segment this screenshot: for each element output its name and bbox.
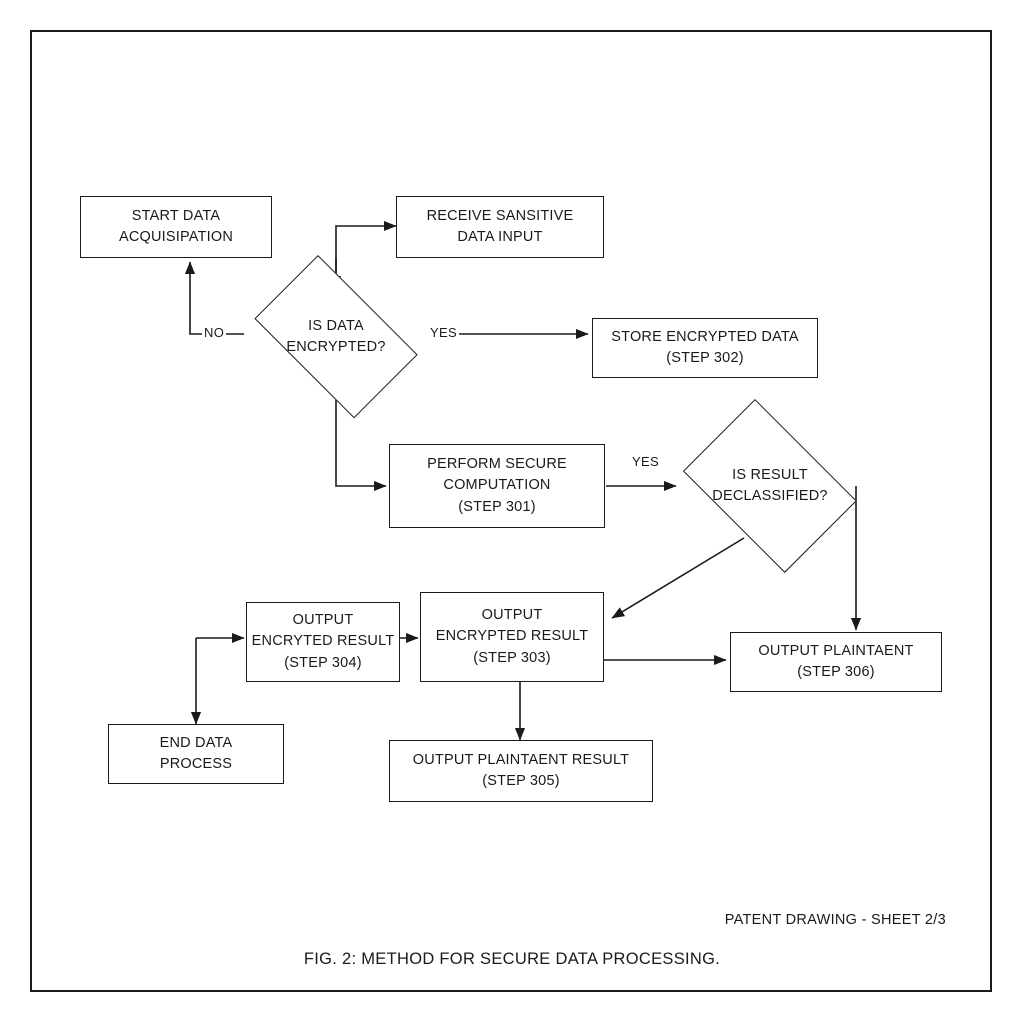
node-output-plaintext-result-305[interactable] xyxy=(389,740,653,802)
decision-is-result-declassified[interactable] xyxy=(668,414,872,558)
node-label-line1: PERFORM SECURE xyxy=(427,456,567,473)
node-perform-secure-computation[interactable] xyxy=(389,444,605,528)
node-output-encrypted-result-303[interactable] xyxy=(420,592,604,682)
node-label-line2: ENCRYTED RESULT xyxy=(251,633,395,650)
node-start-data-acquisition[interactable] xyxy=(80,196,272,258)
node-store-encrypted-data[interactable] xyxy=(592,318,818,378)
node-label-line3: (STEP 301) xyxy=(458,498,536,515)
sheet-label: PATENT DRAWING - SHEET 2/3 xyxy=(724,912,946,928)
node-output-encrypted-result-304[interactable] xyxy=(246,602,400,682)
node-output-plaintext-306[interactable] xyxy=(730,632,942,692)
edge-label-no: NO xyxy=(204,325,225,340)
decision-label-line1: IS DATA xyxy=(308,317,364,334)
node-label-line2: (STEP 305) xyxy=(482,773,560,789)
node-label-line2: ENCRYPTED RESULT xyxy=(435,628,589,645)
edge-label-yes-declassified: YES xyxy=(632,454,659,469)
node-label-line2: (STEP 302) xyxy=(666,350,744,366)
node-label-line1: START DATA xyxy=(131,207,221,224)
node-label-line1: OUTPUT xyxy=(292,612,354,629)
decision-label xyxy=(236,273,436,401)
node-label-line1: OUTPUT PLAINTAENT RESULT xyxy=(412,751,630,768)
node-label-line2: PROCESS xyxy=(159,756,233,772)
decision-label-line1: IS RESULT xyxy=(732,466,808,483)
node-label-line1: STORE ENCRYPTED DATA xyxy=(611,328,799,345)
node-receive-sensitive-data-input[interactable] xyxy=(396,196,604,258)
decision-label-line2: DECLASSIFIED? xyxy=(712,488,828,504)
node-label-line2: ACQUISIPATION xyxy=(118,229,234,245)
node-end-data-process[interactable] xyxy=(108,724,284,784)
node-label-line2: COMPUTATION xyxy=(443,477,551,494)
node-label-line1: END DATA xyxy=(159,734,233,751)
decision-label-line2: ENCRYPTED? xyxy=(286,339,386,355)
node-label-line1: OUTPUT xyxy=(481,607,543,624)
node-label-line1: RECEIVE SANSITIVE xyxy=(426,207,574,224)
node-label-line2: DATA INPUT xyxy=(457,229,543,245)
decision-is-data-encrypted[interactable] xyxy=(236,273,436,401)
node-label-line3: (STEP 304) xyxy=(284,654,362,671)
node-label-line1: OUTPUT PLAINTAENT xyxy=(758,642,914,659)
edge-label-yes-encrypted: YES xyxy=(430,325,457,340)
node-label-line2: (STEP 306) xyxy=(797,664,875,680)
node-label-line3: (STEP 303) xyxy=(473,649,551,666)
figure-caption: FIG. 2: METHOD FOR SECURE DATA PROCESSING. xyxy=(303,950,721,968)
decision-label xyxy=(668,414,872,558)
